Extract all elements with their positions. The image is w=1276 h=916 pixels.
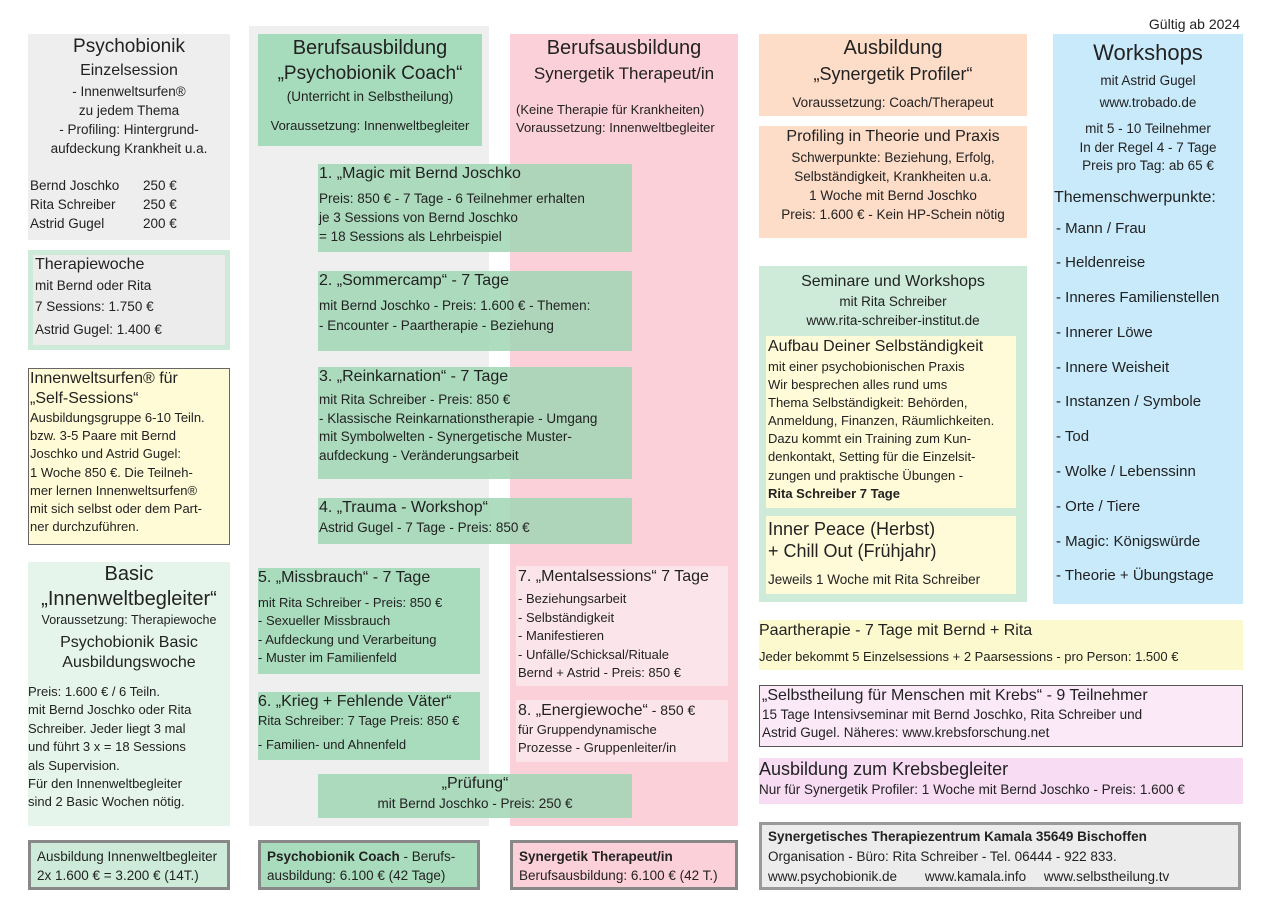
basic-req: Voraussetzung: Therapiewoche [41,613,217,627]
krebsbegleiter-box: Ausbildung zum Krebsbegleiter Nur für Synergetik Profiler: 1 Woche mit Bernd Joschko - Preis: 1.600 € [759,758,1243,804]
list-item: - Innere Weisheit [1056,358,1170,376]
basic-sub: Psychobionik Basic Ausbildungswoche [60,634,198,671]
psychobionik-title: Psychobionik [73,36,185,57]
list-item: - Innerer Löwe [1056,323,1153,341]
module-1: 1. „Magic mit Bernd Joschko Preis: 850 € - 7 Tage - 6 Teilnehmer erhalten je 3 Sessions von Bernd Joschko = 18 Sessions als Lehrbeispiel [318,164,632,252]
pruefung-box: „Prüfung“ mit Bernd Joschko - Preis: 250 € [318,774,632,818]
valid-from: Gültig ab 2024 [1148,16,1240,32]
link-kamala[interactable]: www.kamala.info [924,869,1027,884]
self-lines: Ausbildungsgruppe 6-10 Teiln. bzw. 3-5 Paare mit Bernd Joschko und Astrid Gugel: 1 Woche 850 €. Die Teilneh- mer lernen Innenweltsurfen® mit sich selbst oder dem Part- ner durchzuführen. [30,410,205,535]
themen-title: Themenschwerpunkte: [1054,188,1216,206]
therapeut-header [510,34,738,146]
psychobionik-box [28,34,230,240]
paartherapie-box: Paartherapie - 7 Tage mit Bernd + Rita Jeder bekommt 5 Einzelsessions + 2 Paarsessions - pro Person: 1.500 € [759,620,1243,670]
coach-title: Berufsausbildung [292,37,448,59]
inner-peace-box: Inner Peace (Herbst) + Chill Out (Frühjahr) Jeweils 1 Woche mit Rita Schreiber [766,516,1016,594]
workshops-box: Workshops mit Astrid Gugel www.trobado.de mit 5 - 10 Teilnehmer In der Regel 4 - 7 Tage Preis pro Tag: ab 65 € Themenschwerpunkte: - Mann / Frau - Heldenreise - Inneres Familienstellen - Innerer Löwe - Innere Weisheit - Instanzen / Symbole - Tod - Wolke / Lebenssinn - Orte / Tiere - Magic: Königswürde - Theorie + Übungstage [1053,34,1243,604]
list-item: - Inneres Familienstellen [1056,289,1220,307]
profiling-box: Profiling in Theorie und Praxis Schwerpunkte: Beziehung, Erfolg, Selbständigkeit, Krankheiten u.a. 1 Woche mit Bernd Joschko Preis: 1.600 € - Kein HP-Schein nötig [759,126,1027,238]
module-5: 5. „Missbrauch“ - 7 Tage mit Rita Schreiber - Preis: 850 € - Sexueller Missbrauch - Aufdeckung und Verarbeitung - Muster im Familienfeld [258,568,480,674]
module-6: 6. „Krieg + Fehlende Väter“ Rita Schreiber: 7 Tage Preis: 850 € - Familien- und Ahnenfeld [258,692,480,760]
therapeut-title2: Synergetik Therapeut/in [533,64,715,83]
profiler-header: Ausbildung „Synergetik Profiler“ Voraussetzung: Coach/Therapeut [759,34,1027,116]
price-row: Bernd Joschko 250 € [30,178,177,193]
module-7: 7. „Mentalsessions“ 7 Tage - Beziehungsarbeit - Selbständigkeit - Manifestieren - Unfälle/Schicksal/Rituale Bernd + Astrid - Preis: 850 € [516,566,728,686]
therapeut-title: Berufsausbildung [546,37,702,59]
psychobionik-subtitle: Einzelsession [80,62,178,79]
module-3: 3. „Reinkarnation“ - 7 Tage mit Rita Schreiber - Preis: 850 € - Klassische Reinkarnationstherapie - Umgang mit Symbolwelten - Synergetische Muster- aufdeckung - Veränderungsarbeit [318,367,632,479]
list-item: - Magic: Königswürde [1056,532,1201,550]
list-item: - Mann / Frau [1056,219,1147,237]
seminare-box: Seminare und Workshops mit Rita Schreiber www.rita-schreiber-institut.de [759,266,1027,602]
module-2: 2. „Sommercamp“ - 7 Tage mit Bernd Joschko - Preis: 1.600 € - Themen: - Encounter - Paartherapie - Beziehung [318,271,632,351]
contact-links [768,867,1232,887]
basic-lines: Preis: 1.600 € / 6 Teiln. mit Bernd Joschko oder Rita Schreiber. Jeder liegt 3 mal und führt 3 x = 18 Sessions als Supervision. Für den Innenweltbegleiter sind 2 Basic Wochen nötig. [28,684,192,810]
therapiewoche-box [28,250,230,350]
list-item: - Orte / Tiere [1056,497,1141,515]
basic-box [28,562,230,826]
basic-title2: „Innenweltbegleiter“ [41,588,217,610]
link-selbstheilung[interactable]: www.selbstheilung.tv [1043,869,1170,884]
coach-sub: (Unterricht in Selbstheilung) [286,89,454,104]
aufbau-box: Aufbau Deiner Selbständigkeit mit einer psychobionischen Praxis Wir besprechen alles rund ums Thema Selbständigkeit: Behörden, Anmeldung, Finanzen, Räumlichkeiten. Dazu kommt ein Training zum Kun- denkontakt, Setting für die Einzelsit- zungen und praktische Übungen - Rita Schreiber 7 Tage [766,336,1016,508]
price-row: Astrid Gugel 200 € [30,216,177,231]
link-psychobionik[interactable]: www.psychobionik.de [768,869,898,884]
therapeut-req: Voraussetzung: Innenweltbegleiter [516,120,715,135]
list-item: - Wolke / Lebenssinn [1056,463,1196,481]
module-8: 8. „Energiewoche“ - 850 € für Gruppendynamische Prozesse - Gruppenleiter/in [516,700,728,762]
innenweltbegleiter-footer: Ausbildung Innenweltbegleiter 2x 1.600 € = 3.200 € (14T.) [28,840,230,890]
price-list [30,176,177,233]
therapiewoche-title: Therapiewoche [35,256,145,273]
self-sessions-box [28,368,230,545]
therapiewoche-lines: mit Bernd oder Rita 7 Sessions: 1.750 € Astrid Gugel: 1.400 € [35,278,162,337]
module-4: 4. „Trauma - Workshop“ Astrid Gugel - 7 Tage - Preis: 850 € [318,498,632,544]
krebs-box: „Selbstheilung für Menschen mit Krebs“ - 9 Teilnehmer 15 Tage Intensivseminar mit Bernd Joschko, Rita Schreiber und Astrid Gugel. Näheres: www.krebsforschung.net [759,685,1243,747]
contact-box: Synergetisches Therapiezentrum Kamala 35649 Bischoffen Organisation - Büro: Rita Schreiber - Tel. 06444 - 922 833. www.psychobionik.de www.kamala.info www.selbstheilung.tv [759,822,1241,890]
coach-footer: Psychobionik Coach - Berufs- ausbildung: 6.100 € (42 Tage) [258,840,480,890]
therapeut-footer: Synergetik Therapeut/in Berufsausbildung: 6.100 € (42 T.) [510,840,738,890]
coach-title2: „Psychobionik Coach“ [277,63,463,84]
coach-req: Voraussetzung: Innenweltbegleiter [270,118,470,133]
list-item: - Heldenreise [1056,254,1146,272]
list-item: - Instanzen / Symbole [1056,393,1202,411]
list-item: - Tod [1056,428,1090,446]
themen-list [1053,212,1243,595]
contact-name: Synergetisches Therapiezentrum Kamala 35649 Bischoffen [768,829,1147,844]
list-item: - Theorie + Übungstage [1056,567,1214,585]
psychobionik-lines: - Innenweltsurfen® zu jedem Thema - Profiling: Hintergrund- aufdeckung Krankheit u.a. [50,84,208,156]
therapeut-sub: (Keine Therapie für Krankheiten) [516,102,705,117]
self-title: Innenweltsurfen® für „Self-Sessions“ [30,370,178,407]
basic-title: Basic [104,563,154,585]
coach-header [258,34,482,146]
price-row: Rita Schreiber 250 € [30,197,177,212]
